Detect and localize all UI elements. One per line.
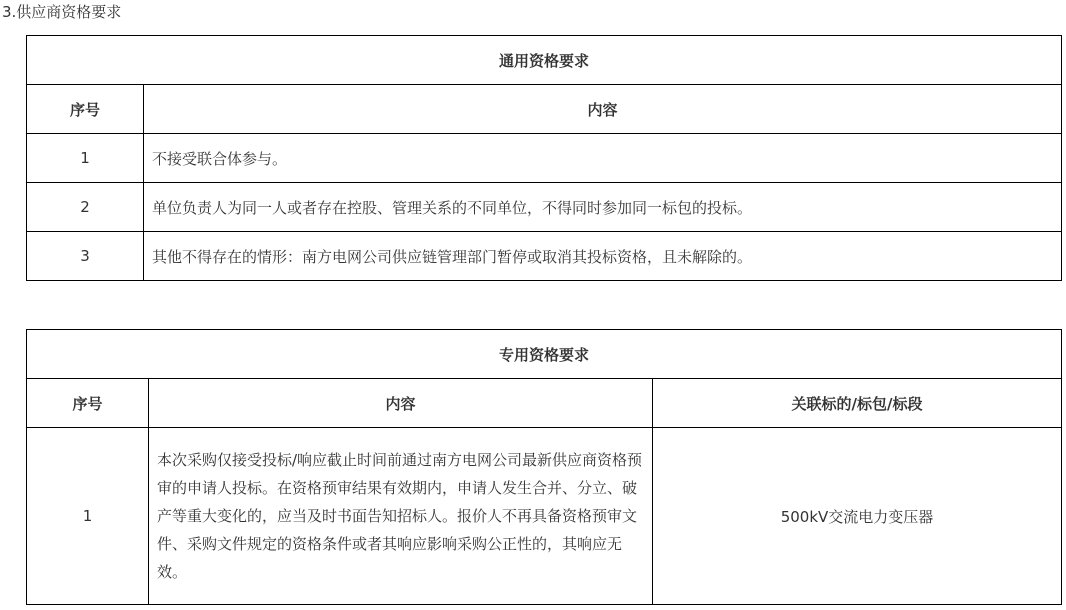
column-header-index: 序号 <box>27 85 144 134</box>
general-requirements-table <box>26 35 1062 281</box>
row-content: 本次采购仅接受投标/响应截止时间前通过南方电网公司最新供应商资格预审的申请人投标。在资格预审结果有效期内，申请人发生合并、分立、破产等重大变化的，应当及时书面告知招标人。报价人不再具备资格预审文件、采购文件规定的资格条件或者其响应影响采购公正性的，其响应无效。 <box>149 428 653 605</box>
table-row <box>27 232 1062 281</box>
section-title: 3.供应商资格要求 <box>2 3 122 21</box>
table-row <box>27 183 1062 232</box>
table-row <box>27 134 1062 183</box>
special-requirements-table <box>26 329 1062 605</box>
column-header-related: 关联标的/标包/标段 <box>653 379 1062 428</box>
table-caption-row <box>27 330 1062 379</box>
table-caption: 通用资格要求 <box>27 36 1062 85</box>
row-content: 单位负责人为同一人或者存在控股、管理关系的不同单位，不得同时参加同一标包的投标。 <box>144 183 1062 232</box>
table-caption-row <box>27 36 1062 85</box>
row-index: 3 <box>27 232 144 281</box>
table-caption: 专用资格要求 <box>27 330 1062 379</box>
row-related: 500kV交流电力变压器 <box>653 428 1062 605</box>
row-index: 1 <box>27 428 149 605</box>
column-header-content: 内容 <box>144 85 1062 134</box>
table-header-row <box>27 85 1062 134</box>
row-content: 其他不得存在的情形：南方电网公司供应链管理部门暂停或取消其投标资格，且未解除的。 <box>144 232 1062 281</box>
row-index: 2 <box>27 183 144 232</box>
row-index: 1 <box>27 134 144 183</box>
column-header-content: 内容 <box>149 379 653 428</box>
table-header-row <box>27 379 1062 428</box>
table-row <box>27 428 1062 605</box>
row-content: 不接受联合体参与。 <box>144 134 1062 183</box>
column-header-index: 序号 <box>27 379 149 428</box>
